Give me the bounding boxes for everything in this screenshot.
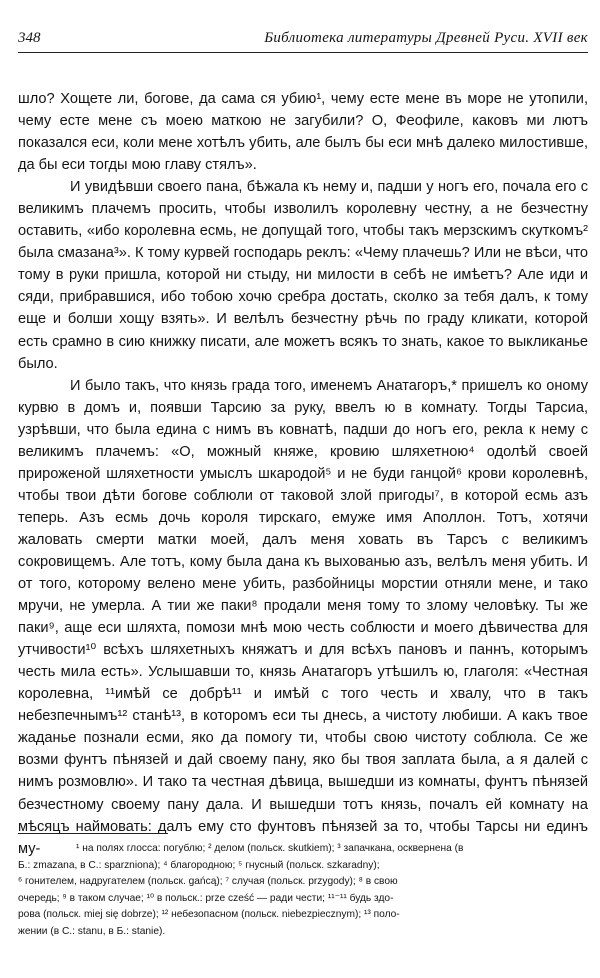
paragraph-2: И увидѣвши своего пана, бѣжала къ нему и, падши у ногъ его, почала его с великимъ плачемъ просить, чтобы изволилъ королевну честну, а не безчестну оставить, «ибо королевна есмь, не допущай того, чтобы такъ мерзскимъ скуткомъ² была смазана³». К тому курвей господарь реклъ: «Чему плачешь? Или не вѣси, что тому в руки пришла, которой ни стыду, ни милости в себѣ не имѣетъ? Але иди и сяди, прибравшися, ибо тобою хочю сребра достать, сколко за тебя далъ, к тому еще и болши хощу взять». И велѣлъ безчестну рѣчь по граду кликати, которой есть срамно в сию книжку писати, але можетъ всякъ то знать, какое то выкликанье было. — [18, 179, 588, 372]
main-text — [18, 88, 588, 860]
footnote-divider — [18, 833, 168, 834]
footnote-line-5: рова (польск. miej się dobrze); ¹² небезопасном (польск. niebezpiecznym); ¹³ поло- — [18, 909, 400, 921]
page-header — [18, 30, 588, 53]
footnote-line-3: ⁶ гонителем, надругателем (польск. gańcą); ⁷ случая (польск. przygody); ⁸ в свою — [18, 876, 398, 888]
paragraph-1: шло? Хощете ли, богове, да сама ся убию¹, чему есте мене въ море не утопили, чему есте мене съ моею маткою не загубили? О, Феофиле, каковъ ми лютъ показался еси, коли мене хотѣлъ убить, але былъ бы еси мнѣ далеко милостивше, да бы еси тогды мою главу стялъ». — [18, 91, 588, 174]
footnotes — [18, 833, 588, 941]
footnote-line-2: Б.: zmazana, в С.: sparzniona); ⁴ благородною; ⁵ гнусный (польск. szkaradny); — [18, 859, 380, 871]
footnote-line-6: жении (в С.: stanu, в Б.: stanie). — [18, 925, 166, 937]
footnote-line-4: очередь; ⁹ в таком случае; ¹⁰ в польск.: prze cześć — ради чести; ¹¹⁻¹¹ будь здо- — [18, 892, 394, 904]
footnote-line-1: ¹ на полях глосса: погублю; ² делом (польск. skutkiem); ³ запачкана, осквернена (в — [76, 843, 464, 854]
paragraph-3: И было такъ, что князь града того, именемъ Анатагоръ,* пришелъ ко оному курвю в домъ и, появши Тарсию за руку, ввелъ ю в комнату. Тогды Тарсиа, узрѣвши, что была едина с нимъ въ ковнатѣ, падши до ногъ его, рекла к нему с великимъ плачемъ: «О, можный княже, кровию шляхетною⁴ одолѣй своей прироженой шляхетности умыслъ шкародой⁵ и не буди ганцой⁶ крови королевнѣ, чтобы твои дѣти богове соблюли от таковой злой пригоды⁷, в которой есмь азъ теперь. Азъ есмь дочь короля тирскаго, емуже имя Аполлон. Тотъ, хотячи жаловать смерти матки моей, далъ меня ховать въ Тарсъ с великимъ сокровищемъ. Але тотъ, кому была дана къ выхованью азъ, велѣлъ меня убить. И от того, которому велено мене убить, разбойницы морстии отняли мене, и тако мручи, не умерла. А тии же паки⁸ продали меня тому то злому человѣку. Ты же паки⁹, аще еси шляхта, помози мнѣ мою честь соблюсти и моего дѣвичества для утчивости¹⁰ всѣхъ шляхетныхъ княжатъ и для всѣхъ пановъ и паннъ, которымъ честь мила есть». Услышавши то, князь Анатагоръ утѣшилъ ю, глаголя: «Честная королевна, ¹¹имѣй се добрѣ¹¹ и имѣй с того честь и хвалу, что в такъ небезпечнымъ¹² станѣ¹³, в которомъ еси ты днесь, а чистоту любиши. А какъ твое жаданье познали есми, яко да помогу ти, чтобы свою чистоту соблюла. Се же возми фунтъ пѣнязей и дай своему пану, яко бы твоя заплата была, а я далей с нимъ розмовлю». И тако та честная дѣвица, вышедши из комнаты, фунтъ пѣнязей безчестному своему пану дала. И вышедши тотъ князь, почалъ ей комнату на мѣсяцъ наймовать: далъ ему сто фунтовъ пѣнязей за то, чтобы Тарсы ни единъ му- — [18, 377, 588, 857]
running-title: Библиотека литературы Древней Руси. XVII век — [264, 30, 588, 46]
page-number: 348 — [18, 30, 41, 46]
